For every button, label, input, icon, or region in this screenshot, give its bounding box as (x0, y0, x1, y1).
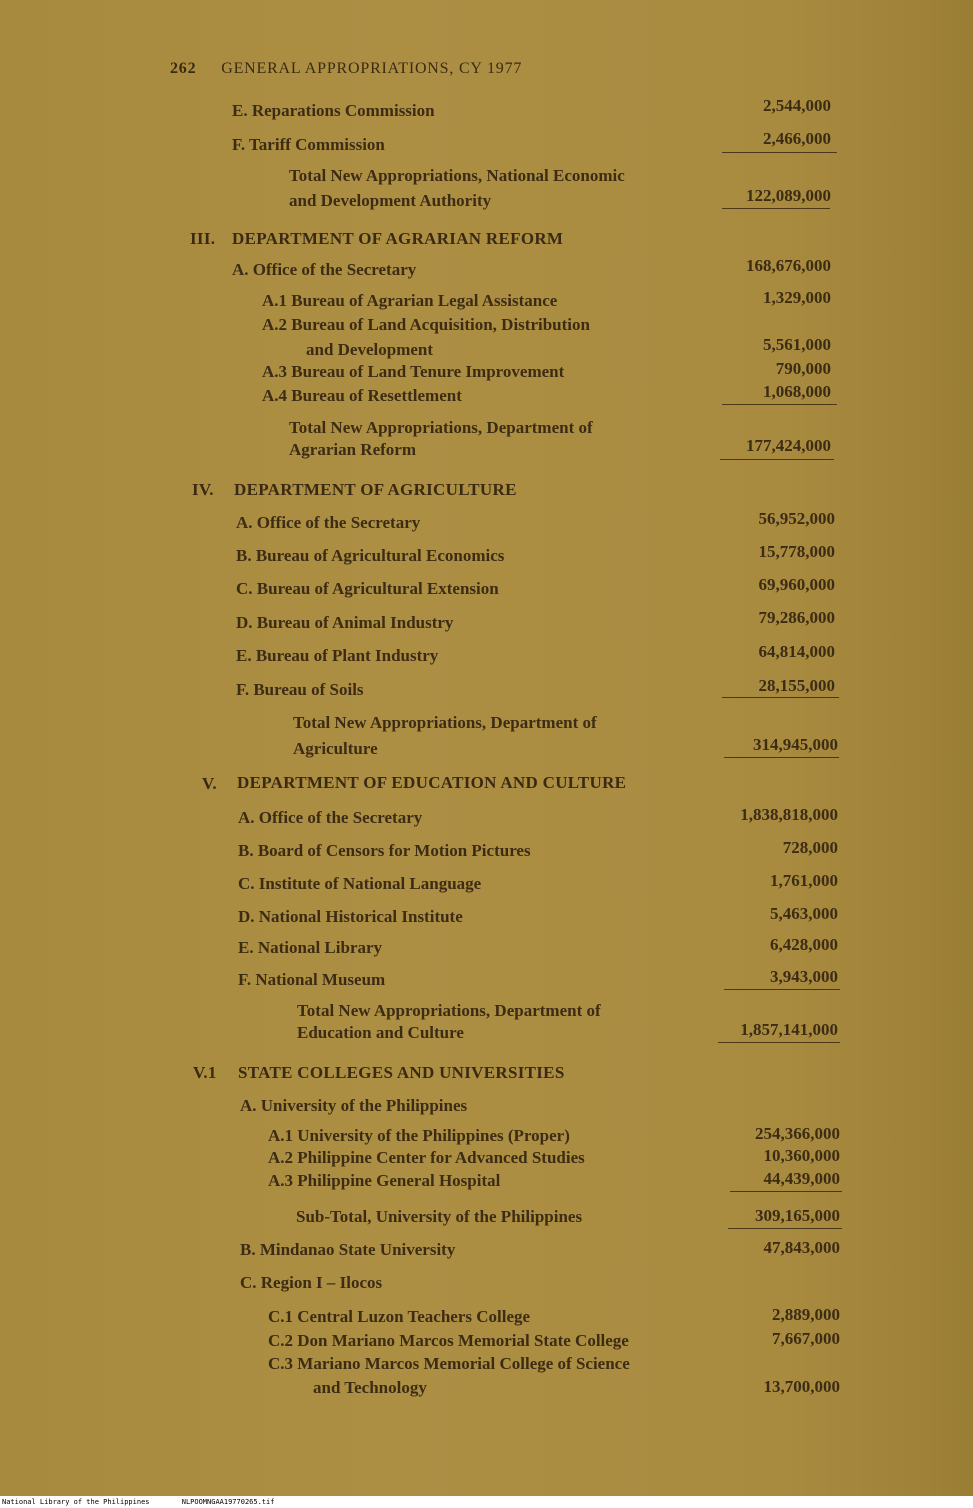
underline (718, 1042, 840, 1043)
line-item-amount: 168,676,000 (746, 256, 831, 275)
line-item-label: C. Institute of National Language (238, 874, 482, 893)
line-item-label: and Development (306, 340, 434, 359)
page-title: GENERAL APPROPRIATIONS, CY 1977 (221, 60, 523, 77)
line-item-label: A. Office of the Secretary (232, 260, 417, 279)
section-title: DEPARTMENT OF AGRICULTURE (234, 480, 517, 499)
underline (724, 989, 840, 990)
line-item-amount: 3,943,000 (770, 967, 838, 986)
underline (720, 459, 834, 460)
line-item-label: F. National Museum (238, 970, 386, 989)
line-item-amount: 2,466,000 (763, 129, 831, 148)
line-item-label: A.2 Philippine Center for Advanced Studies (268, 1148, 585, 1167)
line-item-label: C.3 Mariano Marcos Memorial College of Science (268, 1354, 630, 1373)
line-item-amount: 5,561,000 (763, 335, 831, 354)
underline (724, 757, 839, 758)
total-label: Total New Appropriations, Department of (297, 1001, 601, 1020)
section-number: V. (202, 774, 217, 793)
line-item-amount: 254,366,000 (755, 1124, 840, 1143)
line-item-amount: 5,463,000 (770, 904, 838, 923)
line-item-amount: 69,960,000 (758, 575, 835, 594)
underline (722, 404, 837, 405)
line-item-amount: 790,000 (775, 359, 831, 378)
line-item-amount: 56,952,000 (758, 509, 835, 528)
section-number: V.1 (193, 1063, 217, 1082)
line-item-label: D. National Historical Institute (238, 907, 463, 926)
total-label: Agrarian Reform (289, 440, 416, 459)
line-item-amount: 13,700,000 (763, 1377, 840, 1396)
underline (722, 208, 830, 209)
line-item-label: D. Bureau of Animal Industry (236, 613, 454, 632)
line-item-amount: 47,843,000 (763, 1238, 840, 1257)
section-title: STATE COLLEGES AND UNIVERSITIES (238, 1063, 565, 1082)
subtotal-label: Sub-Total, University of the Philippines (296, 1207, 583, 1226)
line-item-label: A.1 University of the Philippines (Proper) (268, 1126, 570, 1145)
line-item-amount: 2,889,000 (772, 1305, 840, 1324)
line-item-amount: 6,428,000 (770, 935, 838, 954)
total-label: Total New Appropriations, Department of (289, 418, 593, 437)
section-number: IV. (192, 480, 214, 499)
line-item-label: B. Bureau of Agricultural Economics (236, 546, 505, 565)
line-item-amount: 1,329,000 (763, 288, 831, 307)
subtotal-amount: 309,165,000 (755, 1206, 840, 1225)
line-item-label: E. Bureau of Plant Industry (236, 646, 439, 665)
line-item-amount: 2,544,000 (763, 96, 831, 115)
total-label: Total New Appropriations, National Economic (289, 166, 625, 185)
line-item-label: A. University of the Philippines (240, 1096, 468, 1115)
section-number: III. (190, 229, 216, 248)
line-item-amount: 7,667,000 (772, 1329, 840, 1348)
underline (728, 1228, 842, 1229)
line-item-label: A. Office of the Secretary (238, 808, 423, 827)
total-amount: 1,857,141,000 (740, 1020, 838, 1039)
underline (722, 697, 839, 698)
footer-filename: NLPOOMNGAA19770265.tif (181, 1498, 275, 1506)
total-amount: 314,945,000 (753, 735, 838, 754)
line-item-amount: 28,155,000 (758, 676, 835, 695)
section-title: DEPARTMENT OF AGRARIAN REFORM (232, 229, 564, 248)
underline (722, 152, 837, 153)
footer-source: National Library of the Philippines (2, 1498, 150, 1506)
line-item-label: E. National Library (238, 938, 383, 957)
line-item-label: B. Mindanao State University (240, 1240, 456, 1259)
line-item-amount: 1,068,000 (763, 382, 831, 401)
line-item-label: C. Bureau of Agricultural Extension (236, 579, 499, 598)
line-item-label: C.2 Don Mariano Marcos Memorial State College (268, 1331, 629, 1350)
total-label: and Development Authority (289, 191, 492, 210)
total-label: Total New Appropriations, Department of (293, 713, 597, 732)
line-item-label: C. Region I – Ilocos (240, 1273, 383, 1292)
line-item-label: A. Office of the Secretary (236, 513, 421, 532)
line-item-label: C.1 Central Luzon Teachers College (268, 1307, 531, 1326)
line-item-label: F. Bureau of Soils (236, 680, 364, 699)
line-item-label: F. Tariff Commission (232, 135, 385, 154)
line-item-amount: 728,000 (782, 838, 838, 857)
underline (730, 1191, 842, 1192)
line-item-amount: 10,360,000 (763, 1146, 840, 1165)
line-item-label: and Technology (313, 1378, 427, 1397)
line-item-amount: 44,439,000 (763, 1169, 840, 1188)
total-amount: 122,089,000 (746, 186, 831, 205)
line-item-amount: 15,778,000 (758, 542, 835, 561)
scan-footer (0, 1496, 973, 1508)
line-item-label: A.3 Bureau of Land Tenure Improvement (262, 362, 565, 381)
running-header (170, 60, 522, 78)
total-amount: 177,424,000 (746, 436, 831, 455)
line-item-label: E. Reparations Commission (232, 101, 435, 120)
line-item-label: A.2 Bureau of Land Acquisition, Distribution (262, 315, 590, 334)
section-title: DEPARTMENT OF EDUCATION AND CULTURE (237, 773, 627, 792)
line-item-amount: 64,814,000 (758, 642, 835, 661)
line-item-label: A.3 Philippine General Hospital (268, 1171, 501, 1190)
line-item-label: A.1 Bureau of Agrarian Legal Assistance (262, 291, 558, 310)
line-item-label: A.4 Bureau of Resettlement (262, 386, 462, 405)
total-label: Agriculture (293, 739, 378, 758)
line-item-amount: 79,286,000 (758, 608, 835, 627)
line-item-label: B. Board of Censors for Motion Pictures (238, 841, 531, 860)
line-item-amount: 1,838,818,000 (740, 805, 838, 824)
page-number: 262 (170, 60, 197, 77)
total-label: Education and Culture (297, 1023, 464, 1042)
line-item-amount: 1,761,000 (770, 871, 838, 890)
